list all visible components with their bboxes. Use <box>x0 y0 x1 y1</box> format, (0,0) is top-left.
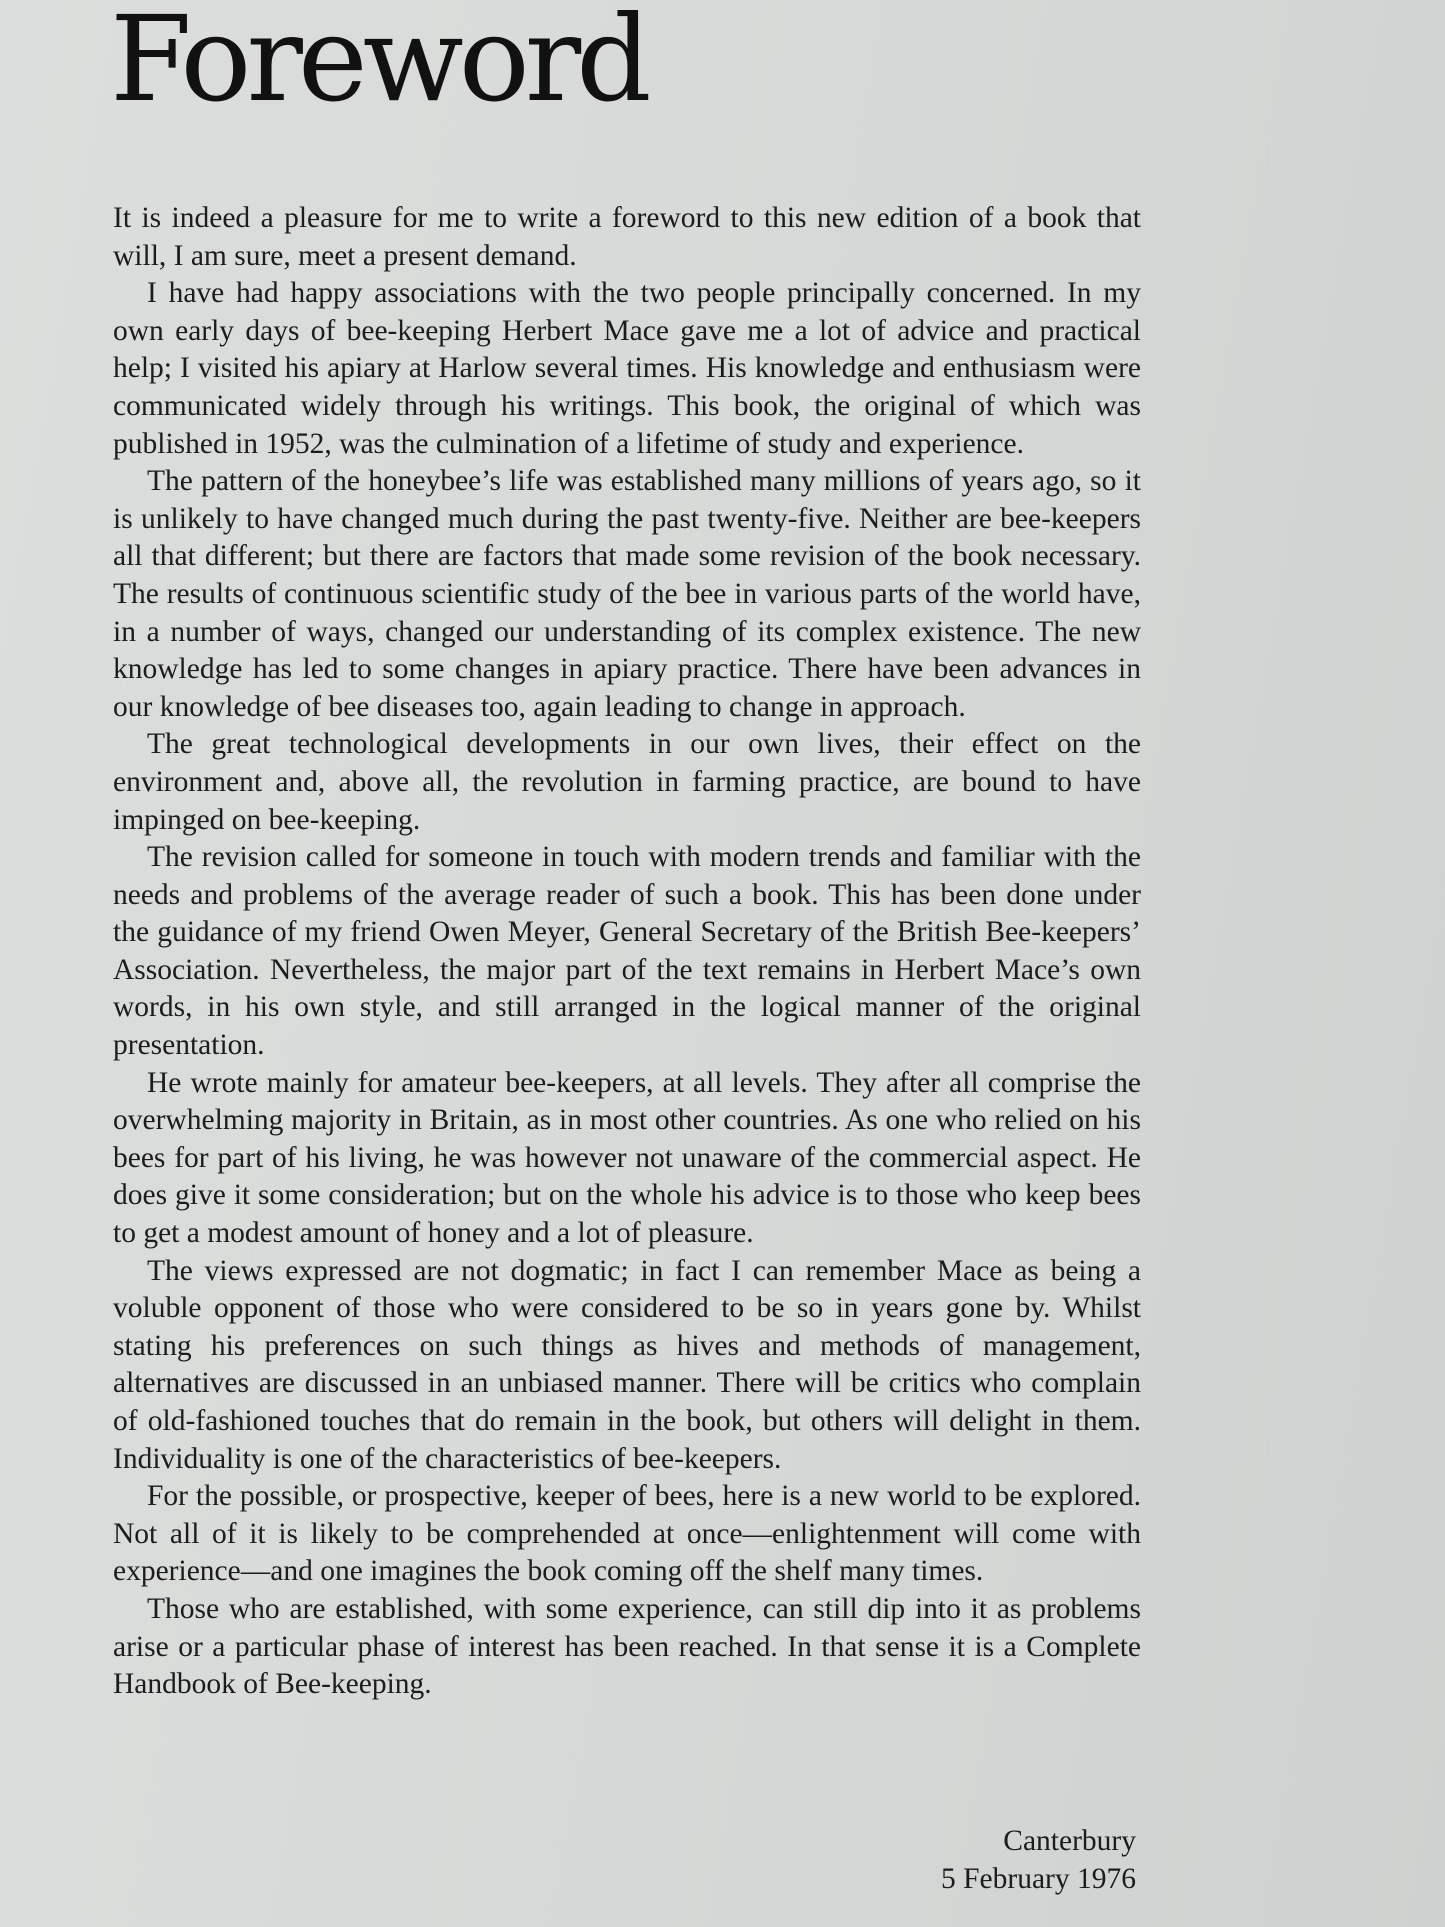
signoff <box>941 1823 1136 1898</box>
signoff-place: Canterbury <box>1003 1825 1136 1857</box>
foreword-body <box>113 200 1141 1704</box>
paragraph: The revision called for someone in touch with modern trends and familiar with the needs and problems of the average reader of such a book. This has been done under the guidance of my friend Owen Meyer, General Secretary of the British Bee-keepers’ Association. Nevertheless, the major part of the text remains in Herbert Mace’s own words, in his own style, and still arranged in the logical manner of the original presentation. <box>113 841 1141 1062</box>
page-title: Foreword <box>110 0 647 128</box>
paragraph: It is indeed a pleasure for me to write a foreword to this new edition of a book that will, I am sure, meet a present demand. <box>113 202 1141 272</box>
paragraph: I have had happy associations with the two people principally concerned. In my own early days of bee-keeping Herbert Mace gave me a lot of advice and practical help; I visited his apiary at Harlow several times. His knowledge and enthusiasm were communicated widely through his writings. This book, the original of which was published in 1952, was the culmination of a lifetime of study and experience. <box>113 277 1141 460</box>
paragraph: For the possible, or prospective, keeper of bees, here is a new world to be explored. Not all of it is likely to be comprehended at once—enlightenment will come with experience—and one imagines the book coming off the shelf many times. <box>113 1480 1141 1588</box>
paragraph: Those who are established, with some experience, can still dip into it as problems arise or a particular phase of interest has been reached. In that sense it is a Complete Handbook of Bee-keeping. <box>113 1592 1141 1701</box>
signoff-date: 5 February 1976 <box>941 1862 1136 1895</box>
paragraph: He wrote mainly for amateur bee-keepers, at all levels. They after all comprise the overwhelming majority in Britain, as in most other countries. As one who relied on his bees for part of his living, he was however not unaware of the commercial aspect. He does give it some consideration; but on the whole his advice is to those who keep bees to get a modest amount of honey and a lot of pleasure. <box>113 1066 1141 1250</box>
paragraph: The pattern of the honeybee’s life was established many millions of years ago, so it is unlikely to have changed much during the past twenty-five. Neither are bee-keepers all that different; but there are factors that made some revision of the book necessary. The results of continuous scientific study of the bee in various parts of the world have, in a number of ways, changed our understanding of its complex existence. The new knowledge has led to some changes in apiary practice. There have been advances in our knowledge of bee diseases too, again leading to change in approach. <box>113 465 1141 723</box>
paragraph: The great technological developments in our own lives, their effect on the environment and, above all, the revolution in farming practice, are bound to have impinged on bee-keeping. <box>113 728 1141 836</box>
paragraph: The views expressed are not dogmatic; in fact I can remember Mace as being a voluble opponent of those who were considered to be so in years gone by. Whilst stating his preferences on such things as hives and methods of management, alternatives are discussed in an unbiased manner. There will be critics who complain of old-fashioned touches that do remain in the book, but others will delight in them. Individuality is one of the characteristics of bee-keepers. <box>113 1254 1141 1475</box>
